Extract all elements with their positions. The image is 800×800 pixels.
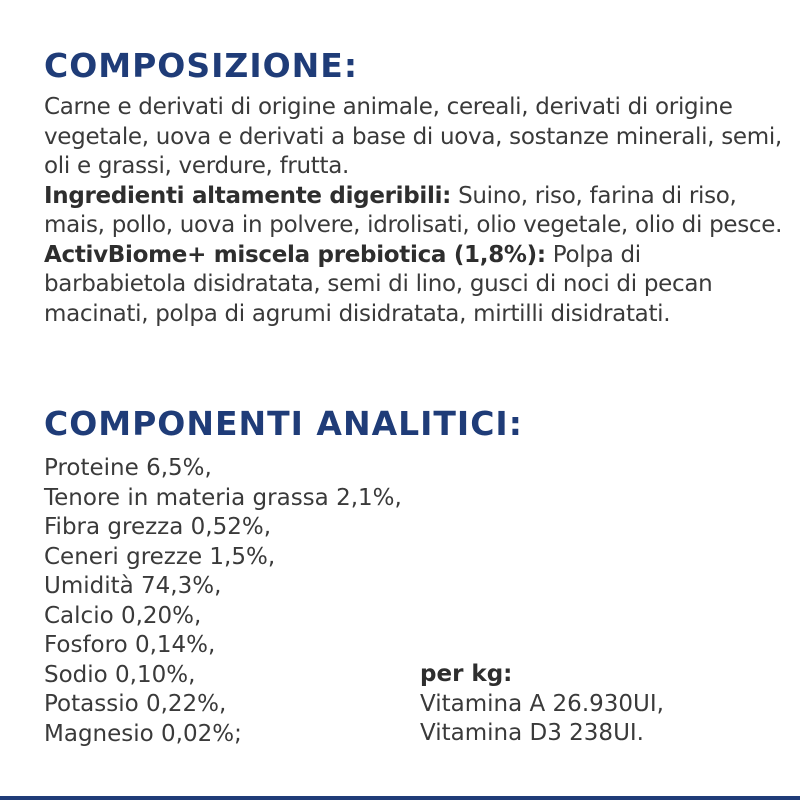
vitamin-d3: Vitamina D3 238UI.	[420, 720, 644, 746]
analytical-components-heading: COMPONENTI ANALITICI:	[44, 404, 523, 443]
composition-heading: COMPOSIZIONE:	[44, 46, 359, 85]
prebiotic-blend-text: Polpa di barbabietola disidratata, semi di lino, gusci di noci di pecan macinati, polpa di agrumi disidratata, mirtilli disidratati.	[44, 241, 713, 327]
analytical-item-magnesium: Magnesio 0,02%;	[44, 720, 242, 747]
analytical-item-potassium: Potassio 0,22%,	[44, 691, 227, 717]
analytical-item-protein: Proteine 6,5%,	[44, 455, 212, 481]
composition-ingredients: Carne e derivati di origine animale, cereali, derivati di origine vegetale, uova e derivati a base di uova, sostanze minerali, semi, oli e grassi, verdure, frutta.	[44, 94, 782, 179]
analytical-components-list	[44, 454, 402, 749]
bottom-divider	[0, 796, 800, 800]
composition-text	[44, 93, 784, 329]
digestible-ingredients-label: Ingredienti altamente digeribili:	[44, 182, 452, 209]
prebiotic-blend-label: ActivBiome+ miscela prebiotica (1,8%):	[44, 241, 546, 268]
analytical-item-phosphorus: Fosforo 0,14%,	[44, 632, 216, 658]
per-kg-label: per kg:	[420, 661, 513, 687]
analytical-item-sodium: Sodio 0,10%,	[44, 661, 196, 688]
digestible-ingredients-text: Suino, riso, farina di riso, mais, pollo, uova in polvere, idrolisati, olio vegetale, olio di pesce.	[44, 182, 783, 238]
per-kg-list	[420, 660, 664, 749]
analytical-item-calcium: Calcio 0,20%,	[44, 602, 202, 629]
analytical-item-moisture: Umidità 74,3%,	[44, 573, 222, 599]
analytical-item-fat: Tenore in materia grassa 2,1%,	[44, 484, 402, 511]
analytical-item-ash: Ceneri grezze 1,5%,	[44, 543, 276, 570]
analytical-item-fibre: Fibra grezza 0,52%,	[44, 514, 272, 540]
vitamin-a: Vitamina A 26.930UI,	[420, 690, 664, 717]
